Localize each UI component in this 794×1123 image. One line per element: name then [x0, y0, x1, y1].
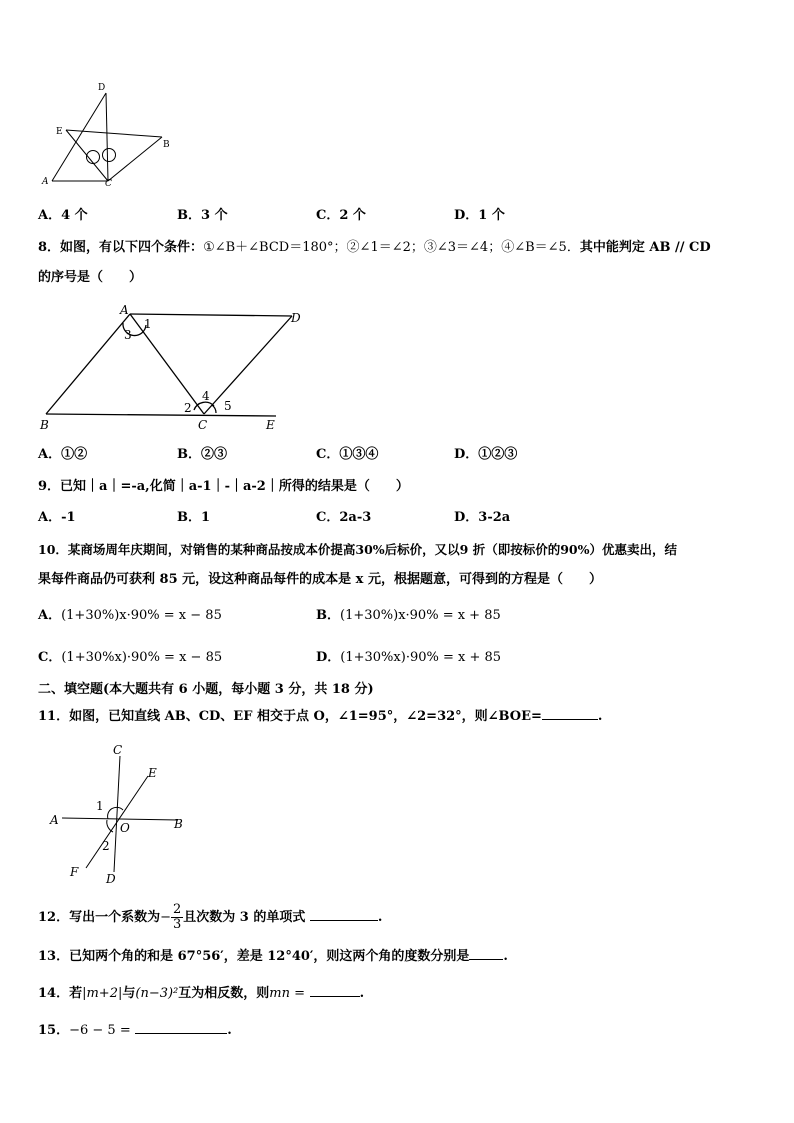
section-title: 二、填空题(本大题共有 6 小题，每小题 3 分，共 18 分): [38, 682, 374, 697]
q10-option-b: B．(1+30%)x·90% = x + 85: [316, 608, 501, 623]
q9-stem: 9．已知｜a｜=-a,化简｜a-1｜-｜a-2｜所得的结果是（ ）: [38, 479, 409, 494]
q8-stem-line1: 8．如图，有以下四个条件：①∠B＋∠BCD＝180°；②∠1＝∠2；③∠3＝∠4；④∠B＝∠5．其中能判定 AB // CD: [38, 240, 711, 255]
q8-option-d: D．①②③: [454, 447, 518, 462]
q10-option-d: D．(1+30%x)·90% = x + 85: [316, 650, 502, 665]
fig8-label-4: 4: [202, 389, 210, 403]
fig8-label-b: B: [40, 418, 49, 432]
fig11-label-b: B: [174, 817, 183, 831]
fig11-label-2: 2: [102, 839, 110, 853]
q9-option-b: B．1: [177, 510, 211, 525]
q8-option-a: A．①②: [38, 447, 88, 462]
fig8-label-d: D: [291, 311, 301, 325]
fig11-label-1: 1: [96, 799, 104, 813]
q7-figure: [36, 80, 186, 190]
q10-stem-line1: 10．某商场周年庆期间，对销售的某种商品按成本价提高30%后标价，又以9 折（即按标价的90%）优惠卖出，结: [38, 542, 677, 557]
q10-option-a: A．(1+30%)x·90% = x − 85: [38, 608, 222, 623]
q12-fraction: $\frac{2}{3}$: [173, 902, 182, 932]
q15-stem: 15．−6 − 5 = .: [38, 1023, 232, 1038]
q10-option-c: C．(1+30%x)·90% = x − 85: [38, 650, 223, 665]
q7-option-c: C．2 个: [316, 208, 366, 223]
fig11-label-d: D: [106, 872, 116, 886]
q7-option-a: A．4 个: [38, 208, 88, 223]
q9-option-c: C．2a-3: [316, 510, 372, 525]
fig8-label-a: A: [120, 303, 129, 317]
fig11-label-o: O: [120, 821, 130, 835]
fig7-label-c: C: [105, 179, 112, 189]
q12-stem: 12．写出一个系数为− $\frac{2}{3}$ 且次数为 3 的单项式 .: [38, 902, 383, 932]
fig8-label-3: 3: [124, 328, 132, 342]
q8-option-b: B．②③: [177, 447, 228, 462]
q14-stem: 14．若|m+2|与(n−3)²互为相反数，则mn = .: [38, 986, 365, 1001]
q13-stem: 13．已知两个角的和是 67°56′，差是 12°40′，则这两个角的度数分别是 .: [38, 949, 508, 964]
q12-minus-sign: −: [160, 910, 171, 925]
q7-option-b: B．3 个: [177, 208, 228, 223]
q9-option-a: A．-1: [38, 510, 76, 525]
q13-answer-blank[interactable]: [469, 947, 503, 960]
fig11-label-a: A: [50, 813, 59, 827]
q11-stem: 11．如图，已知直线 AB、CD、EF 相交于点 O，∠1=95°，∠2=32°，则∠BOE= .: [38, 709, 603, 724]
q8-stem-line2: 的序号是（ ）: [38, 270, 143, 285]
q10-stem-line2: 果每件商品仍可获利 85 元，设这种商品每件的成本是 x 元，根据题意，可得到的方程是（ ）: [38, 572, 602, 587]
q8-figure: [36, 302, 301, 434]
fig8-label-5: 5: [224, 399, 232, 413]
fig11-label-c: C: [113, 743, 123, 757]
q11-answer-blank[interactable]: [542, 707, 598, 720]
fig8-label-2: 2: [184, 401, 192, 415]
q11-figure: [46, 740, 196, 888]
q8-option-c: C．①③④: [316, 447, 379, 462]
fig7-label-a: A: [42, 177, 49, 187]
fig7-label-b: B: [163, 140, 170, 150]
q9-option-d: D．3-2a: [454, 510, 511, 525]
q7-option-d: D．1 个: [454, 208, 505, 223]
q15-answer-blank[interactable]: [135, 1021, 227, 1034]
fig7-label-e: E: [56, 127, 63, 137]
fig11-label-e: E: [148, 766, 157, 780]
q12-answer-blank[interactable]: [310, 908, 378, 921]
fig7-label-d: D: [98, 83, 106, 93]
fig11-label-f: F: [70, 865, 79, 879]
fig8-label-e: E: [266, 418, 275, 432]
fig8-label-c: C: [198, 418, 208, 432]
fig8-label-1: 1: [144, 317, 152, 331]
q14-answer-blank[interactable]: [310, 984, 360, 997]
